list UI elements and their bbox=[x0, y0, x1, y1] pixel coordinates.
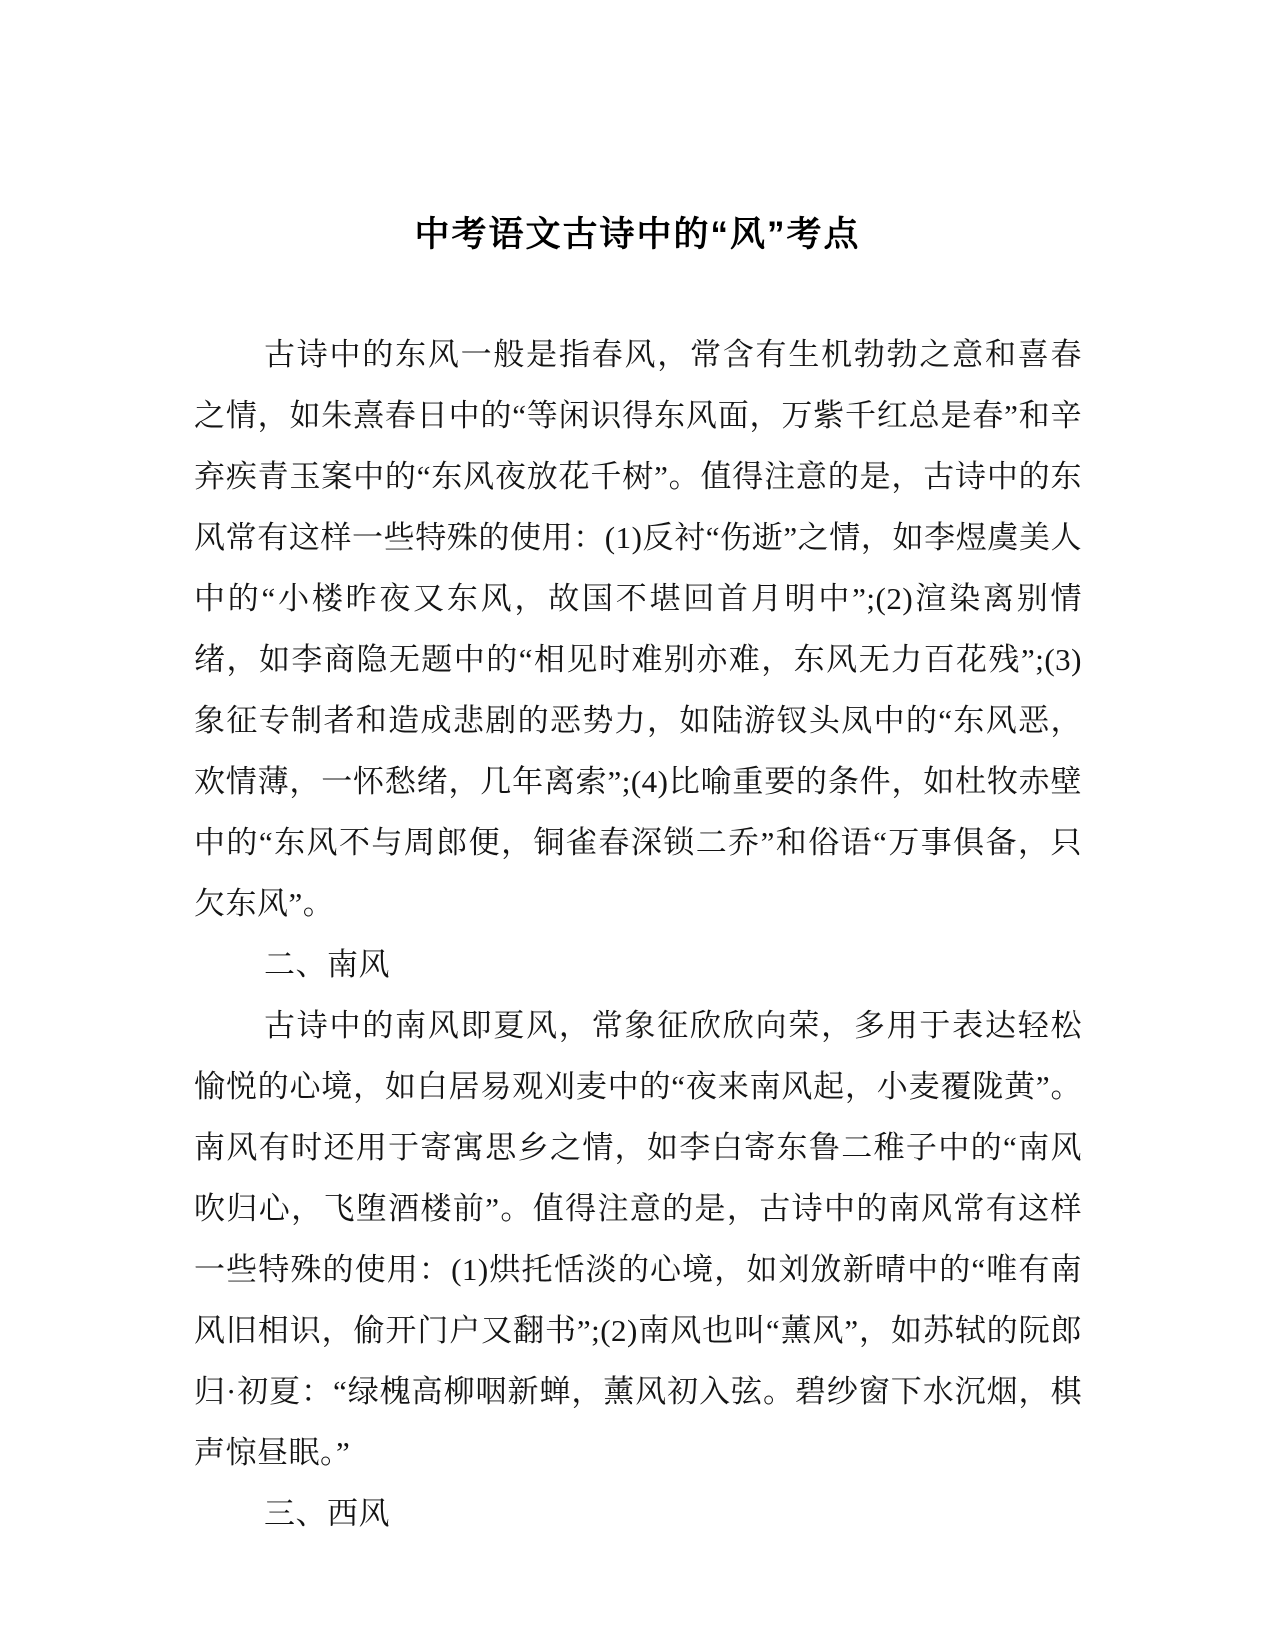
document-title: 中考语文古诗中的“风”考点 bbox=[414, 215, 861, 254]
paragraph-east-wind: 古诗中的东风一般是指春风，常含有生机勃勃之意和喜春之情，如朱熹春日中的“等闲识得东风面，万紫千红总是春”和辛弃疾青玉案中的“东风夜放花千树”。值得注意的是，古诗中的东风常有这样一些特殊的使用：(1)反衬“伤逝”之情，如李煜虞美人中的“小楼昨夜又东风，故国不堪回首月明中”;(2)渲染离别情绪，如李商隐无题中的“相见时难别亦难，东风无力百花残”;(3)象征专制者和造成悲剧的恶势力，如陆游钗头凤中的“东风恶，欢情薄，一怀愁绪，几年离索”;(4)比喻重要的条件，如杜牧赤壁中的“东风不与周郎便，铜雀春深锁二乔”和俗语“万事俱备，只欠东风”。 bbox=[194, 337, 1082, 921]
heading-south-wind: 二、南风 bbox=[264, 947, 390, 982]
paragraph-south-wind: 古诗中的南风即夏风，常象征欣欣向荣，多用于表达轻松愉悦的心境，如白居易观刈麦中的“夜来南风起，小麦覆陇黄”。南风有时还用于寄寓思乡之情，如李白寄东鲁二稚子中的“南风吹归心，飞堕酒楼前”。值得注意的是，古诗中的南风常有这样一些特殊的使用：(1)烘托恬淡的心境，如刘攽新晴中的“唯有南风旧相识，偷开门户又翻书”;(2)南风也叫“薰风”，如苏轼的阮郎归·初夏：“绿槐高柳咽新蝉，薰风初入弦。碧纱窗下水沉烟，棋声惊昼眠。” bbox=[194, 1008, 1082, 1470]
heading-west-wind: 三、西风 bbox=[264, 1496, 390, 1531]
document-body bbox=[194, 324, 1082, 1544]
